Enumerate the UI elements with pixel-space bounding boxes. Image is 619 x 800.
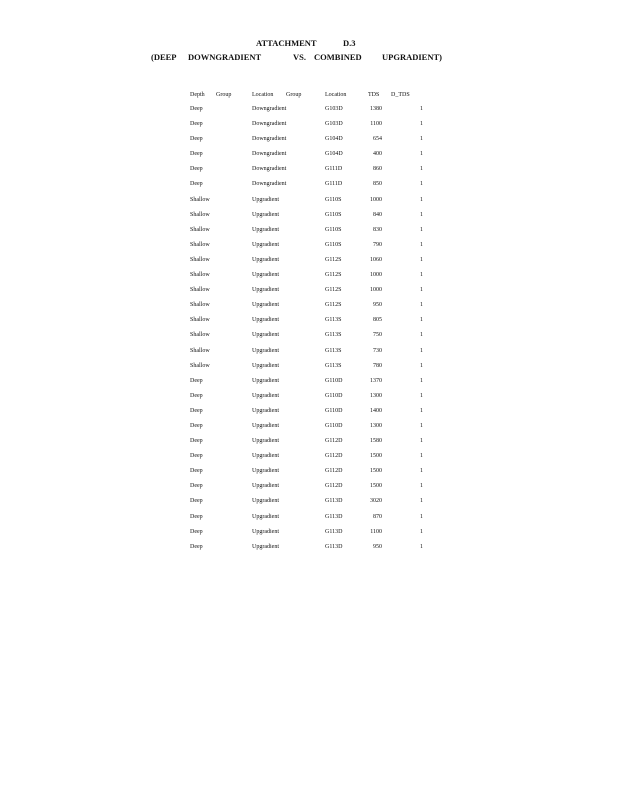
cell-location-group: Upgradient: [252, 347, 279, 354]
cell-location-group: Upgradient: [252, 468, 279, 475]
cell-location-group: Upgradient: [252, 513, 279, 520]
title-word-attachment: ATTACHMENT: [256, 38, 317, 48]
subtitle-word-combined: COMBINED: [314, 52, 362, 62]
cell-d-tds: 1: [420, 377, 423, 384]
cell-depth-group: Shallow: [190, 302, 210, 309]
cell-location: G110S: [325, 241, 342, 248]
subtitle-word-downgradient: DOWNGRADIENT: [188, 52, 262, 62]
cell-location-group: Upgradient: [252, 256, 279, 263]
table-row: [0, 302, 619, 317]
cell-tds: 1500: [370, 468, 382, 475]
cell-tds: 840: [373, 211, 382, 218]
cell-location: G112S: [325, 256, 342, 263]
cell-location: G113S: [325, 317, 342, 324]
cell-location-group: Upgradient: [252, 302, 279, 309]
cell-location-group: Upgradient: [252, 332, 279, 339]
table-row: [0, 378, 619, 393]
cell-tds: 1400: [370, 407, 382, 414]
cell-location-group: Upgradient: [252, 287, 279, 294]
cell-tds: 850: [373, 181, 382, 188]
table-row: [0, 121, 619, 136]
cell-tds: 860: [373, 166, 382, 173]
cell-location-group: Downgradient: [252, 136, 287, 143]
cell-depth-group: Deep: [190, 468, 203, 475]
cell-depth-group: Deep: [190, 543, 203, 550]
cell-depth-group: Shallow: [190, 317, 210, 324]
cell-depth-group: Deep: [190, 513, 203, 520]
cell-depth-group: Deep: [190, 136, 203, 143]
table-row: [0, 166, 619, 181]
table-row: [0, 212, 619, 227]
header-d-tds: D_TDS: [391, 92, 410, 98]
table-row: [0, 136, 619, 151]
cell-location: G103D: [325, 106, 343, 112]
cell-tds: 1000: [370, 272, 382, 279]
cell-d-tds: 1: [420, 528, 423, 535]
table-row: [0, 468, 619, 483]
cell-d-tds: 1: [420, 392, 423, 399]
cell-location: G110S: [325, 226, 342, 233]
cell-d-tds: 1: [420, 166, 423, 173]
cell-d-tds: 1: [420, 211, 423, 218]
cell-depth-group: Deep: [190, 422, 203, 429]
cell-location-group: Upgradient: [252, 543, 279, 550]
cell-tds: 1370: [370, 377, 382, 384]
cell-location: G112S: [325, 272, 342, 279]
cell-location-group: Upgradient: [252, 528, 279, 535]
cell-d-tds: 1: [420, 543, 423, 550]
cell-location-group: Downgradient: [252, 181, 287, 188]
cell-d-tds: 1: [420, 347, 423, 354]
table-row: [0, 483, 619, 498]
cell-tds: 750: [373, 332, 382, 339]
cell-depth-group: Shallow: [190, 196, 210, 203]
table-row: [0, 257, 619, 272]
cell-depth-group: Deep: [190, 407, 203, 414]
cell-location: G113S: [325, 332, 342, 339]
title-word-d3: D.3: [343, 38, 356, 48]
cell-location: G112S: [325, 302, 342, 309]
table-row: [0, 242, 619, 257]
cell-tds: 780: [373, 362, 382, 369]
cell-location: G110S: [325, 196, 342, 203]
table-row: [0, 197, 619, 212]
cell-location-group: Downgradient: [252, 166, 287, 173]
cell-tds: 1500: [370, 453, 382, 460]
subtitle-word-upgradient: UPGRADIENT): [382, 52, 442, 62]
cell-location-group: Upgradient: [252, 438, 279, 445]
cell-tds: 1100: [370, 528, 382, 535]
table-row: [0, 544, 619, 559]
cell-location-group: Upgradient: [252, 241, 279, 248]
cell-location: G112D: [325, 483, 343, 490]
cell-location: G113S: [325, 362, 342, 369]
header-tds: TDS: [368, 92, 380, 98]
cell-location: G113S: [325, 347, 342, 354]
cell-tds: 805: [373, 317, 382, 324]
subtitle-word-deep: (DEEP: [151, 52, 177, 62]
cell-tds: 400: [373, 151, 382, 158]
cell-depth-group: Shallow: [190, 211, 210, 218]
cell-location-group: Upgradient: [252, 392, 279, 399]
cell-d-tds: 1: [420, 422, 423, 429]
cell-location-group: Upgradient: [252, 483, 279, 490]
cell-location: G112D: [325, 438, 343, 445]
header-location-group: Group: [286, 92, 302, 98]
cell-tds: 830: [373, 226, 382, 233]
cell-location: G104D: [325, 136, 343, 143]
cell-location: G113D: [325, 513, 343, 520]
cell-depth-group: Shallow: [190, 362, 210, 369]
cell-depth-group: Deep: [190, 106, 203, 112]
table-row: [0, 453, 619, 468]
cell-tds: 950: [373, 543, 382, 550]
cell-tds: 1060: [370, 256, 382, 263]
cell-d-tds: 1: [420, 121, 423, 128]
cell-location: G110D: [325, 422, 343, 429]
table-row: [0, 227, 619, 242]
cell-depth-group: Deep: [190, 166, 203, 173]
cell-location: G111D: [325, 166, 343, 173]
cell-d-tds: 1: [420, 196, 423, 203]
cell-tds: 654: [373, 136, 382, 143]
header-depth: Depth: [190, 92, 205, 98]
cell-d-tds: 1: [420, 498, 423, 505]
cell-location: G112D: [325, 468, 343, 475]
cell-d-tds: 1: [420, 453, 423, 460]
cell-d-tds: 1: [420, 181, 423, 188]
cell-d-tds: 1: [420, 302, 423, 309]
cell-depth-group: Shallow: [190, 256, 210, 263]
cell-d-tds: 1: [420, 226, 423, 233]
cell-d-tds: 1: [420, 332, 423, 339]
cell-tds: 1580: [370, 438, 382, 445]
cell-depth-group: Deep: [190, 377, 203, 384]
cell-location-group: Downgradient: [252, 121, 287, 128]
cell-depth-group: Deep: [190, 181, 203, 188]
cell-location-group: Upgradient: [252, 377, 279, 384]
cell-depth-group: Shallow: [190, 241, 210, 248]
cell-tds: 1300: [370, 392, 382, 399]
cell-location: G110D: [325, 377, 343, 384]
cell-d-tds: 1: [420, 256, 423, 263]
table-row: [0, 151, 619, 166]
cell-depth-group: Deep: [190, 528, 203, 535]
cell-tds: 1300: [370, 422, 382, 429]
cell-depth-group: Shallow: [190, 347, 210, 354]
cell-tds: 730: [373, 347, 382, 354]
cell-d-tds: 1: [420, 362, 423, 369]
cell-location: G110D: [325, 392, 343, 399]
cell-location: G113D: [325, 528, 343, 535]
cell-d-tds: 1: [420, 317, 423, 324]
table-row: [0, 363, 619, 378]
cell-location-group: Upgradient: [252, 211, 279, 218]
cell-d-tds: 1: [420, 468, 423, 475]
cell-location: G112S: [325, 287, 342, 294]
cell-d-tds: 1: [420, 483, 423, 490]
table-row: [0, 529, 619, 544]
table-row: [0, 438, 619, 453]
cell-location: G110D: [325, 407, 343, 414]
cell-tds: 950: [373, 302, 382, 309]
cell-d-tds: 1: [420, 136, 423, 143]
cell-tds: 1100: [370, 121, 382, 128]
cell-d-tds: 1: [420, 151, 423, 158]
cell-depth-group: Shallow: [190, 226, 210, 233]
cell-d-tds: 1: [420, 438, 423, 445]
cell-location-group: Upgradient: [252, 498, 279, 505]
cell-depth-group: Shallow: [190, 272, 210, 279]
cell-depth-group: Deep: [190, 121, 203, 128]
cell-location-group: Downgradient: [252, 106, 287, 112]
cell-tds: 1000: [370, 196, 382, 203]
table-row: [0, 423, 619, 438]
table-row: [0, 408, 619, 423]
cell-location-group: Upgradient: [252, 272, 279, 279]
cell-location-group: Upgradient: [252, 196, 279, 203]
cell-location-group: Upgradient: [252, 422, 279, 429]
cell-location: G104D: [325, 151, 343, 158]
cell-depth-group: Deep: [190, 498, 203, 505]
cell-tds: 3020: [370, 498, 382, 505]
header-location: Location: [252, 92, 274, 98]
cell-depth-group: Deep: [190, 392, 203, 399]
cell-depth-group: Deep: [190, 453, 203, 460]
cell-location: G111D: [325, 181, 343, 188]
cell-depth-group: Shallow: [190, 332, 210, 339]
cell-d-tds: 1: [420, 241, 423, 248]
cell-location-group: Upgradient: [252, 407, 279, 414]
table-row: [0, 514, 619, 529]
cell-depth-group: Shallow: [190, 287, 210, 294]
cell-depth-group: Deep: [190, 483, 203, 490]
cell-location-group: Upgradient: [252, 453, 279, 460]
cell-tds: 790: [373, 241, 382, 248]
header-depth-group: Group: [216, 92, 232, 98]
cell-tds: 1500: [370, 483, 382, 490]
subtitle-word-vs: VS.: [293, 52, 306, 62]
cell-tds: 1380: [370, 106, 382, 112]
cell-d-tds: 1: [420, 272, 423, 279]
cell-location: G112D: [325, 453, 343, 460]
cell-location-group: Upgradient: [252, 226, 279, 233]
cell-location: G103D: [325, 121, 343, 128]
table-row: [0, 498, 619, 513]
cell-location-group: Upgradient: [252, 317, 279, 324]
cell-d-tds: 1: [420, 287, 423, 294]
cell-location: G113D: [325, 543, 343, 550]
cell-location-group: Downgradient: [252, 151, 287, 158]
cell-depth-group: Deep: [190, 151, 203, 158]
table-row: [0, 332, 619, 347]
cell-depth-group: Deep: [190, 438, 203, 445]
table-row: [0, 348, 619, 363]
table-row: [0, 272, 619, 287]
cell-d-tds: 1: [420, 407, 423, 414]
table-row: [0, 317, 619, 332]
cell-location: G113D: [325, 498, 343, 505]
table-row: [0, 106, 619, 121]
cell-tds: 1000: [370, 287, 382, 294]
cell-tds: 870: [373, 513, 382, 520]
table-row: [0, 393, 619, 408]
header-location-id: Location: [325, 92, 347, 98]
table-row: [0, 287, 619, 302]
cell-d-tds: 1: [420, 513, 423, 520]
cell-location-group: Upgradient: [252, 362, 279, 369]
table-body: [0, 106, 619, 559]
table-row: [0, 181, 619, 196]
cell-d-tds: 1: [420, 106, 423, 112]
cell-location: G110S: [325, 211, 342, 218]
